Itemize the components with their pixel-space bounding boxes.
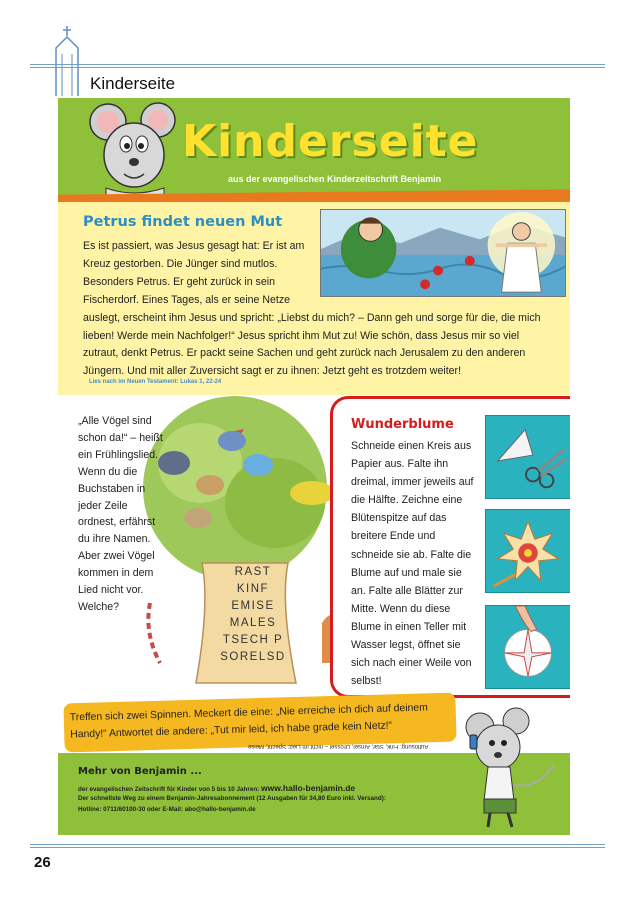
footer-line-1	[78, 783, 355, 793]
tree-word: KINF	[236, 583, 270, 595]
story-text-wide: auslegt, erscheint ihm Jesus und spricht: „Liebst du mich? – Dann geh und sorge für die, die mich lieben! Werde mein Nachfolger!“ Jesus spricht ihm Mut zu! Wie schön, dass Jesus mir so viel zutraut, denkt Petrus. Er packt seine Sachen und geht zurück nach Jerusalem zu den anderen Jüngern. Und mit aller Zuversicht sagt er zu ihnen: Jetzt geht es trotzdem weiter!	[83, 311, 541, 378]
benjamin-website-link[interactable]: www.hallo-benjamin.de	[261, 783, 356, 793]
banner	[58, 98, 570, 200]
header-rule-top-2	[30, 67, 605, 68]
wunderblume-text: Schneide einen Kreis aus Papier aus. Falte ihn dreimal, immer jeweils auf die Hälfte. Zeichne eine Blütenspitze auf das breitere Ende und schneide sie ab. Falte die Blume auf und male sie an. Falte alle Blätter zur Mitte. Wenn du diese Blume in einen Teller mit Wasser legst, öffnet sie sich nach einer Weile von selbst!	[351, 440, 474, 688]
story-title: Petrus findet neuen Mut	[83, 214, 283, 230]
footer-rule-2	[30, 847, 605, 848]
story-text-narrow: Es ist passiert, was Jesus gesagt hat: Er ist am Kreuz gestorben. Die Jünger sind mutlos. Besonders Petrus. Er geht zurück in sein Fischerdorf. Eines Tages, als er seine Netze	[83, 240, 305, 306]
header-rule-top	[30, 64, 605, 65]
footer-title: Mehr von Benjamin ...	[78, 766, 202, 777]
mouse-with-phone-icon	[458, 705, 558, 830]
flower-in-water-step-icon	[485, 605, 570, 689]
footer-line-2: Der schnellste Weg zu einem Benjamin-Jahresabonnement (12 Ausgaben für 34,80 Euro inkl. Versand):	[78, 795, 386, 802]
wunderblume-title: Wunderblume	[351, 417, 454, 432]
bird-riddle-text: „Alle Vögel sind schon da!“ – heißt ein Frühlingslied. Wenn du die Buchstaben in jeder Zeile ordnest, erfährst du ihre Namen. Aber zwei Vögel kommen in dem Lied nicht vor. Welche?	[78, 415, 163, 613]
painted-flower-step-icon	[485, 509, 570, 593]
riddle-solution: Auflösung: Fink, Star, Amsel, Drossel – nicht im Lied: Specht, Meise	[248, 743, 429, 749]
page-number: 26	[34, 854, 51, 871]
paper-cutting-step-icon	[485, 415, 570, 499]
story-section	[58, 202, 570, 395]
tree-word-list	[198, 564, 308, 666]
story-reference: Lies nach im Neuen Testament: Lukas 1, 22-24	[89, 379, 222, 385]
banner-subtitle: aus der evangelischen Kinderzeitschrift Benjamin	[228, 174, 442, 184]
tree-word: RAST	[234, 566, 272, 578]
tree-word: EMISE	[231, 600, 275, 612]
petrus-jesus-illustration	[320, 209, 566, 297]
tree-word: TSECH P	[222, 634, 284, 646]
banner-title: Kinderseite	[182, 116, 479, 167]
footer-line-1-text: der evangelischen Zeitschrift für Kinder von 5 bis 10 Jahren:	[78, 786, 260, 793]
mouse-mascot-icon	[86, 100, 181, 200]
tree-word: SORELSD	[220, 651, 286, 663]
kinderseite-panel	[58, 98, 570, 835]
footer-line-3: Hotline: 0711/60100-30 oder E-Mail: abo@hallo-benjamin.de	[78, 806, 256, 813]
joke-text: Treffen sich zwei Spinnen. Meckert die eine: „Nie erreiche ich dich auf deinem Handy!“ Antwortet die andere: „Tut mir leid, ich habe grade kein Netz!“	[69, 702, 428, 741]
wunderblume-box	[330, 396, 570, 698]
church-logo-icon	[52, 26, 82, 96]
tree-word: MALES	[229, 617, 277, 629]
footer-rule-1	[30, 844, 605, 845]
page-header-title: Kinderseite	[90, 74, 176, 93]
